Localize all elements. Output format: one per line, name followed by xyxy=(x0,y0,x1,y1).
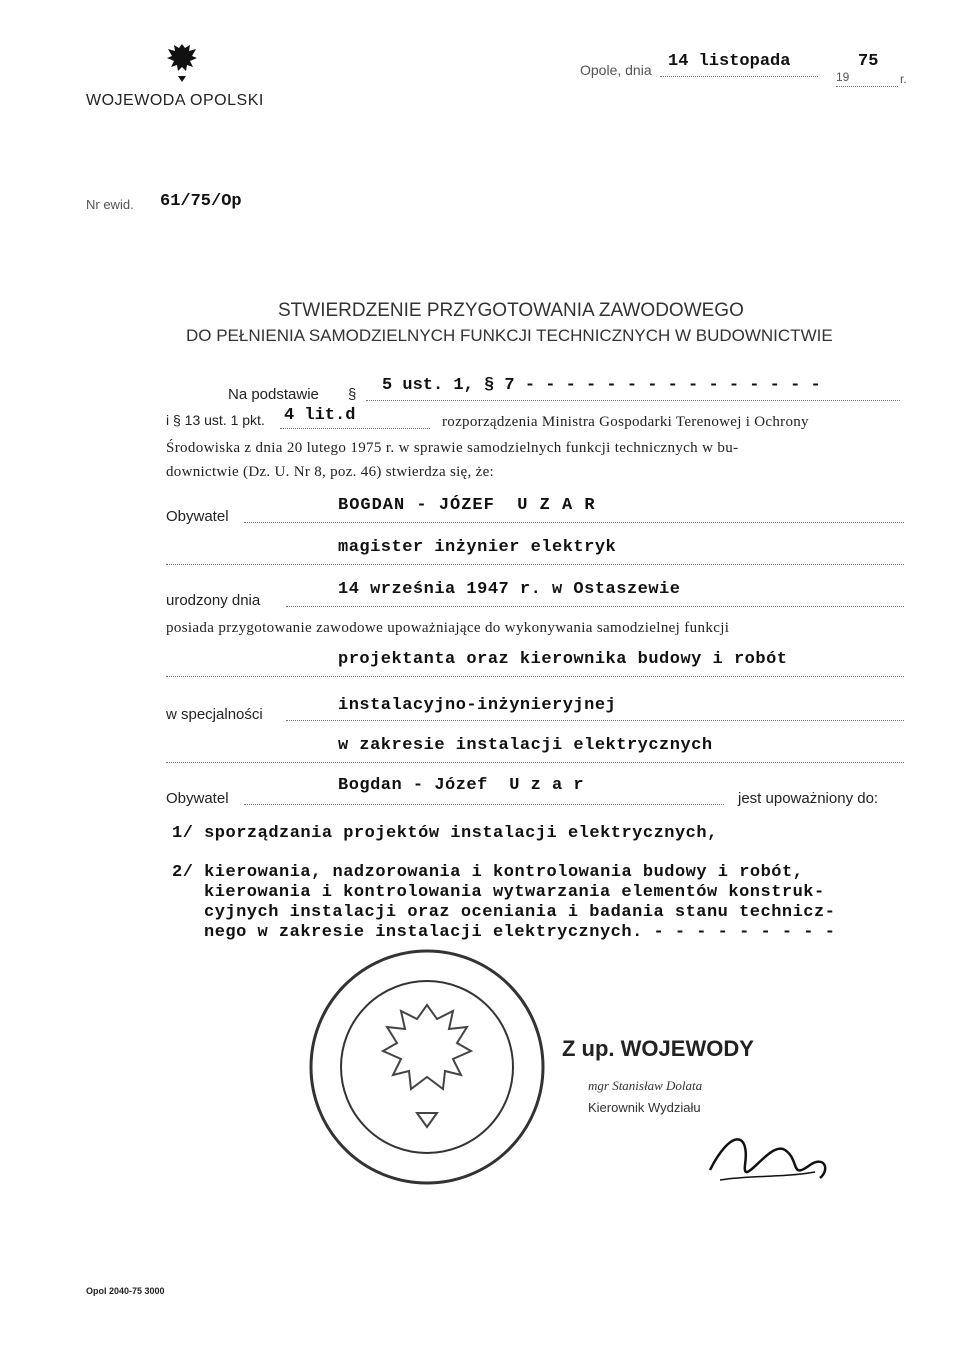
basis-value: 5 ust. 1, § 7 - - - - - - - - - - - - - - - xyxy=(382,376,821,395)
specialty-label: w specjalności xyxy=(166,706,263,723)
year-prefix: 19 xyxy=(836,70,850,84)
signatory-position: Kierownik Wydziału xyxy=(588,1100,701,1115)
born-value: 14 września 1947 r. w Ostaszewie xyxy=(338,580,681,599)
registry-number: 61/75/Op xyxy=(160,192,242,211)
citizen-label: Obywatel xyxy=(166,508,229,525)
document-title-line1: STWIERDZENIE PRZYGOTOWANIA ZAWODOWEGO xyxy=(278,300,744,321)
authorization-item-2-line2: kierowania i kontrolowania wytwarzania elementów konstruk- xyxy=(204,883,825,902)
citizen-name: BOGDAN - JÓZEF U Z A R xyxy=(338,496,596,515)
year-suffix: r. xyxy=(900,72,907,86)
authority-name: WOJEWODA OPOLSKI xyxy=(86,92,264,109)
handwritten-signature xyxy=(690,1120,840,1200)
basis-label: Na podstawie xyxy=(228,386,319,403)
basis-line3: Środowiska z dnia 20 lutego 1975 r. w sprawie samodzielnych funkcji technicznych w bu- xyxy=(166,440,739,456)
signatory-name: mgr Stanisław Dolata xyxy=(588,1078,703,1093)
authorized-label: jest upoważniony do: xyxy=(738,790,879,807)
citizen-title: magister inżynier elektryk xyxy=(338,538,617,557)
authorization-item-2-line1: 2/ kierowania, nadzorowania i kontrolowania budowy i robót, xyxy=(172,863,804,882)
qualification-value: projektanta oraz kierownika budowy i robót xyxy=(338,650,788,669)
section-sign: § xyxy=(348,386,357,403)
place-label: Opole, dnia xyxy=(580,62,652,78)
registry-label: Nr ewid. xyxy=(86,197,134,212)
citizen2-label: Obywatel xyxy=(166,790,229,807)
authorization-item-1: 1/ sporządzania projektów instalacji elektrycznych, xyxy=(172,824,718,843)
signature-on-behalf: Z up. WOJEWODY xyxy=(562,1036,754,1061)
authorization-item-2-line4: nego w zakresie instalacji elektrycznych. - - - - - - - - - xyxy=(204,923,836,942)
citizen2-name: Bogdan - Józef U z a r xyxy=(338,776,585,795)
basis-line2-value: 4 lit.d xyxy=(284,406,356,425)
specialty-scope: w zakresie instalacji elektrycznych xyxy=(338,736,713,755)
basis-line4: downictwie (Dz. U. Nr 8, poz. 46) stwierdza się, że: xyxy=(166,464,494,480)
eagle-emblem-icon xyxy=(164,40,200,84)
authorization-item-2-line3: cyjnych instalacji oraz oceniania i badania stanu technicz- xyxy=(204,903,836,922)
qualification-text: posiada przygotowanie zawodowe upoważniające do wykonywania samodzielnej funkcji xyxy=(166,620,730,636)
document-title-line2: DO PEŁNIENIA SAMODZIELNYCH FUNKCJI TECHNICZNYCH W BUDOWNICTWIE xyxy=(186,326,833,345)
year-value: 75 xyxy=(858,52,879,71)
issue-date: 14 listopada xyxy=(668,52,791,71)
basis-line2-prefix: i § 13 ust. 1 pkt. xyxy=(166,412,265,428)
basis-line2-suffix: rozporządzenia Ministra Gospodarki Terenowej i Ochrony xyxy=(442,414,809,430)
born-label: urodzony dnia xyxy=(166,592,261,609)
official-stamp-icon xyxy=(305,945,550,1190)
specialty-value: instalacyjno-inżynieryjnej xyxy=(338,696,617,715)
print-code: Opol 2040-75 3000 xyxy=(86,1286,165,1296)
